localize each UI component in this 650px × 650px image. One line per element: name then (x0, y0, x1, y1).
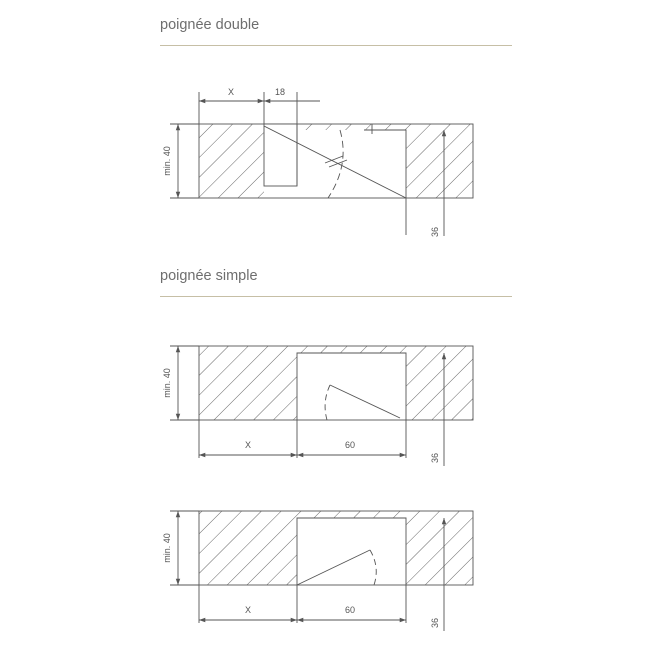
hatch-left (199, 124, 264, 198)
dim-label-height-simple-2: min. 40 (162, 533, 172, 563)
swing-arc-simple-2 (370, 550, 376, 585)
dim-label-x-simple-2: X (244, 605, 252, 615)
handle-diagonal (297, 550, 370, 585)
dim-label-depth-double: 36 (430, 226, 440, 238)
handle-recess-left (264, 124, 297, 186)
dim-label-width-simple-2: 60 (344, 605, 356, 615)
diagram-simple-1 (170, 346, 473, 466)
section-title-simple: poignée simple (160, 268, 258, 284)
diagram-simple-2 (170, 511, 473, 631)
hatch-left (199, 511, 297, 585)
dim-label-width-double: 18 (274, 87, 286, 97)
handle-diagonal (330, 385, 400, 418)
hatch-top-strip (297, 346, 406, 353)
hatch-right (406, 346, 473, 420)
section-title-double: poignée double (160, 17, 260, 33)
dim-label-depth-simple-2: 36 (430, 617, 440, 629)
hatch-left (199, 346, 297, 420)
dim-label-x-double: X (227, 87, 235, 97)
recess-outline (297, 518, 406, 585)
dim-label-depth-simple-1: 36 (430, 452, 440, 464)
swing-arc-simple-1 (325, 385, 330, 420)
hatch-right (406, 124, 473, 198)
hatch-right (406, 511, 473, 585)
hatch-top-strip (297, 511, 406, 518)
dim-label-height-double: min. 40 (162, 146, 172, 176)
dim-label-width-simple-1: 60 (344, 440, 356, 450)
dim-label-x-simple-1: X (244, 440, 252, 450)
recess-outline (297, 353, 406, 420)
dim-label-height-simple-1: min. 40 (162, 368, 172, 398)
diagram-double (170, 92, 473, 236)
